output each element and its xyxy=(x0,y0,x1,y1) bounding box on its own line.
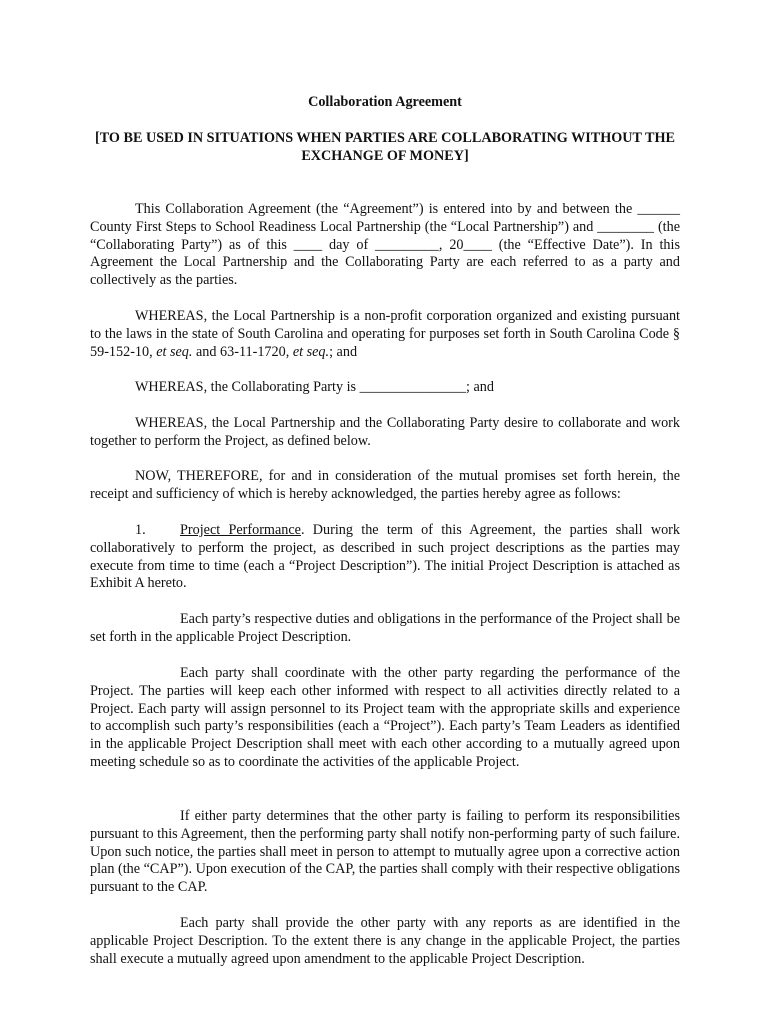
whereas-paragraph-2: WHEREAS, the Collaborating Party is _______________; and xyxy=(135,379,494,395)
failure-paragraph: If either party determines that the other party is failing to perform its responsibilities pursuant to this Agreement, then the performing party shall notify non-performing party of such failure. Upon such notice, the parties shall meet in person to attempt to mutually agree upon a corrective action plan (the “CAP”). Upon execution of the CAP, the parties shall comply with their respective obligations pursuant to the CAP. xyxy=(90,808,680,896)
whereas-paragraph-1 xyxy=(90,308,680,361)
section-1-number: 1. xyxy=(135,522,146,538)
whereas1-text-b: and 63-11-1720, xyxy=(192,343,293,360)
reports-paragraph: Each party shall provide the other party with any reports as are identified in the applicable Project Description. To the extent there is any change in the applicable Project, the parties shall execute a mutually agreed upon amendment to the applicable Project Description. xyxy=(90,915,680,967)
now-therefore-paragraph: NOW, THEREFORE, for and in consideration of the mutual promises set forth herein, the receipt and sufficiency of which is hereby acknowledged, the parties hereby agree as follows: xyxy=(90,468,680,502)
intro-paragraph: This Collaboration Agreement (the “Agreement”) is entered into by and between the ______ County First Steps to School Readiness Local Partnership (the “Local Partnership”) and ________ (the “Collaborating Party”) as of this ____ day of _________, 20____ (the “Effective Date”). In this Agreement the Local Partnership and the Collaborating Party are each referred to as a party and collectively as the parties. xyxy=(90,201,680,289)
whereas-paragraph-3: WHEREAS, the Local Partnership and the Collaborating Party desire to collaborate and work together to perform the Project, as defined below. xyxy=(90,415,680,449)
coordinate-paragraph: Each party shall coordinate with the other party regarding the performance of the Project. The parties will keep each other informed with respect to all activities directly related to a Project. Each party will assign personnel to its Project team with the appropriate skills and experience to accomplish such party’s responsibilities (each a “Project”). Each party’s Team Leaders as identified in the applicable Project Description shall meet with each other according to a mutually agreed upon meeting schedule so as to coordinate the activities of the applicable Project. xyxy=(90,665,680,770)
document-title: Collaboration Agreement xyxy=(308,94,462,110)
duties-paragraph: Each party’s respective duties and obligations in the performance of the Project shall be set forth in the applicable Project Description. xyxy=(90,611,680,645)
document-subtitle: [TO BE USED IN SITUATIONS WHEN PARTIES ARE COLLABORATING WITHOUT THE EXCHANGE OF MONEY] xyxy=(94,130,676,164)
whereas1-text-c: ; and xyxy=(329,343,358,360)
section-1-heading: Project Performance xyxy=(180,522,301,538)
section-1-paragraph xyxy=(90,522,680,593)
whereas1-etseq-2: et seq. xyxy=(292,343,330,360)
whereas1-etseq-1: et seq. xyxy=(156,343,193,360)
whereas1-text-a: WHEREAS, the Local Partnership is a non-profit corporation organized and existing pursuant to the laws in the state of South Carolina and operating for purposes set forth in South Carolina Code § 59-152-10, xyxy=(90,308,680,360)
section-1-text: . During the term of this Agreement, the parties shall work collaboratively to perform the project, as described in such project descriptions as the parties may execute from time to time (each a “Project Description”). The initial Project Description is attached as Exhibit A hereto. xyxy=(90,522,681,592)
